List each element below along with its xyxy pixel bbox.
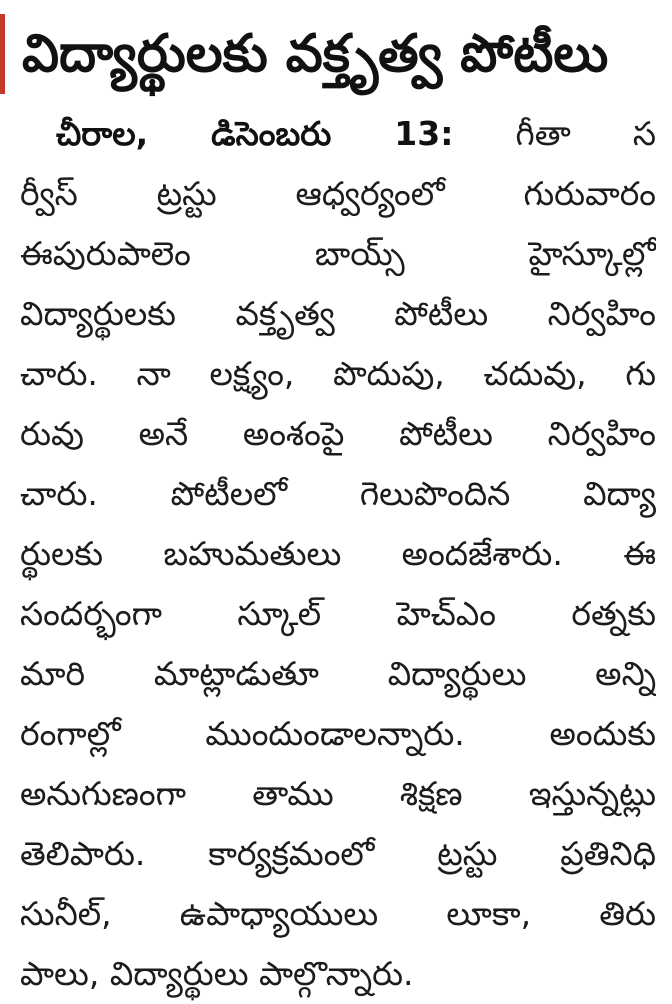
body-line: ర్థులకు బహుమతులు అందజేశారు. ఈ: [20, 534, 656, 573]
headline: విద్యార్థులకు వక్తృత్వ పోటీలు: [22, 24, 609, 84]
body-line: మారి మాట్లాడుతూ విద్యార్థులు అన్ని: [20, 654, 656, 693]
body-line: చారు. పోటీలలో గెలుపొందిన విద్యా: [20, 474, 656, 513]
body-line: చారు. నా లక్ష్యం, పొదుపు, చదువు, గు: [20, 354, 656, 393]
headline-accent-bar: [0, 14, 5, 94]
body-line: ఈపురుపాలెం బాయ్స్ హైస్కూల్లో: [20, 234, 656, 273]
dateline: చీరాల, డిసెంబరు 13:: [56, 114, 454, 153]
body-line: [20, 104, 656, 164]
article-body: [20, 104, 656, 1004]
body-line: పాలు, విద్యార్థులు పాల్గొన్నారు.: [20, 954, 414, 993]
body-line: తెలిపారు. కార్యక్రమంలో ట్రస్టు ప్రతినిధి: [20, 834, 656, 873]
body-line: ర్వీస్ ట్రస్టు ఆధ్వర్యంలో గురువారం: [20, 174, 656, 213]
body-line: సందర్భంగా స్కూల్ హెచ్ఎం రత్నకు: [20, 594, 656, 633]
body-line-text: గీతా స: [515, 114, 656, 153]
body-line: విద్యార్థులకు వక్తృత్వ పోటీలు నిర్వహిం: [20, 294, 656, 333]
body-line: రంగాల్లో ముందుండాలన్నారు. అందుకు: [20, 714, 656, 753]
body-line: సునీల్, ఉపాధ్యాయులు లూకా, తిరు: [20, 894, 656, 933]
body-line: అనుగుణంగా తాము శిక్షణ ఇస్తున్నట్లు: [20, 774, 656, 813]
body-line: రువు అనే అంశంపై పోటీలు నిర్వహిం: [20, 414, 656, 453]
